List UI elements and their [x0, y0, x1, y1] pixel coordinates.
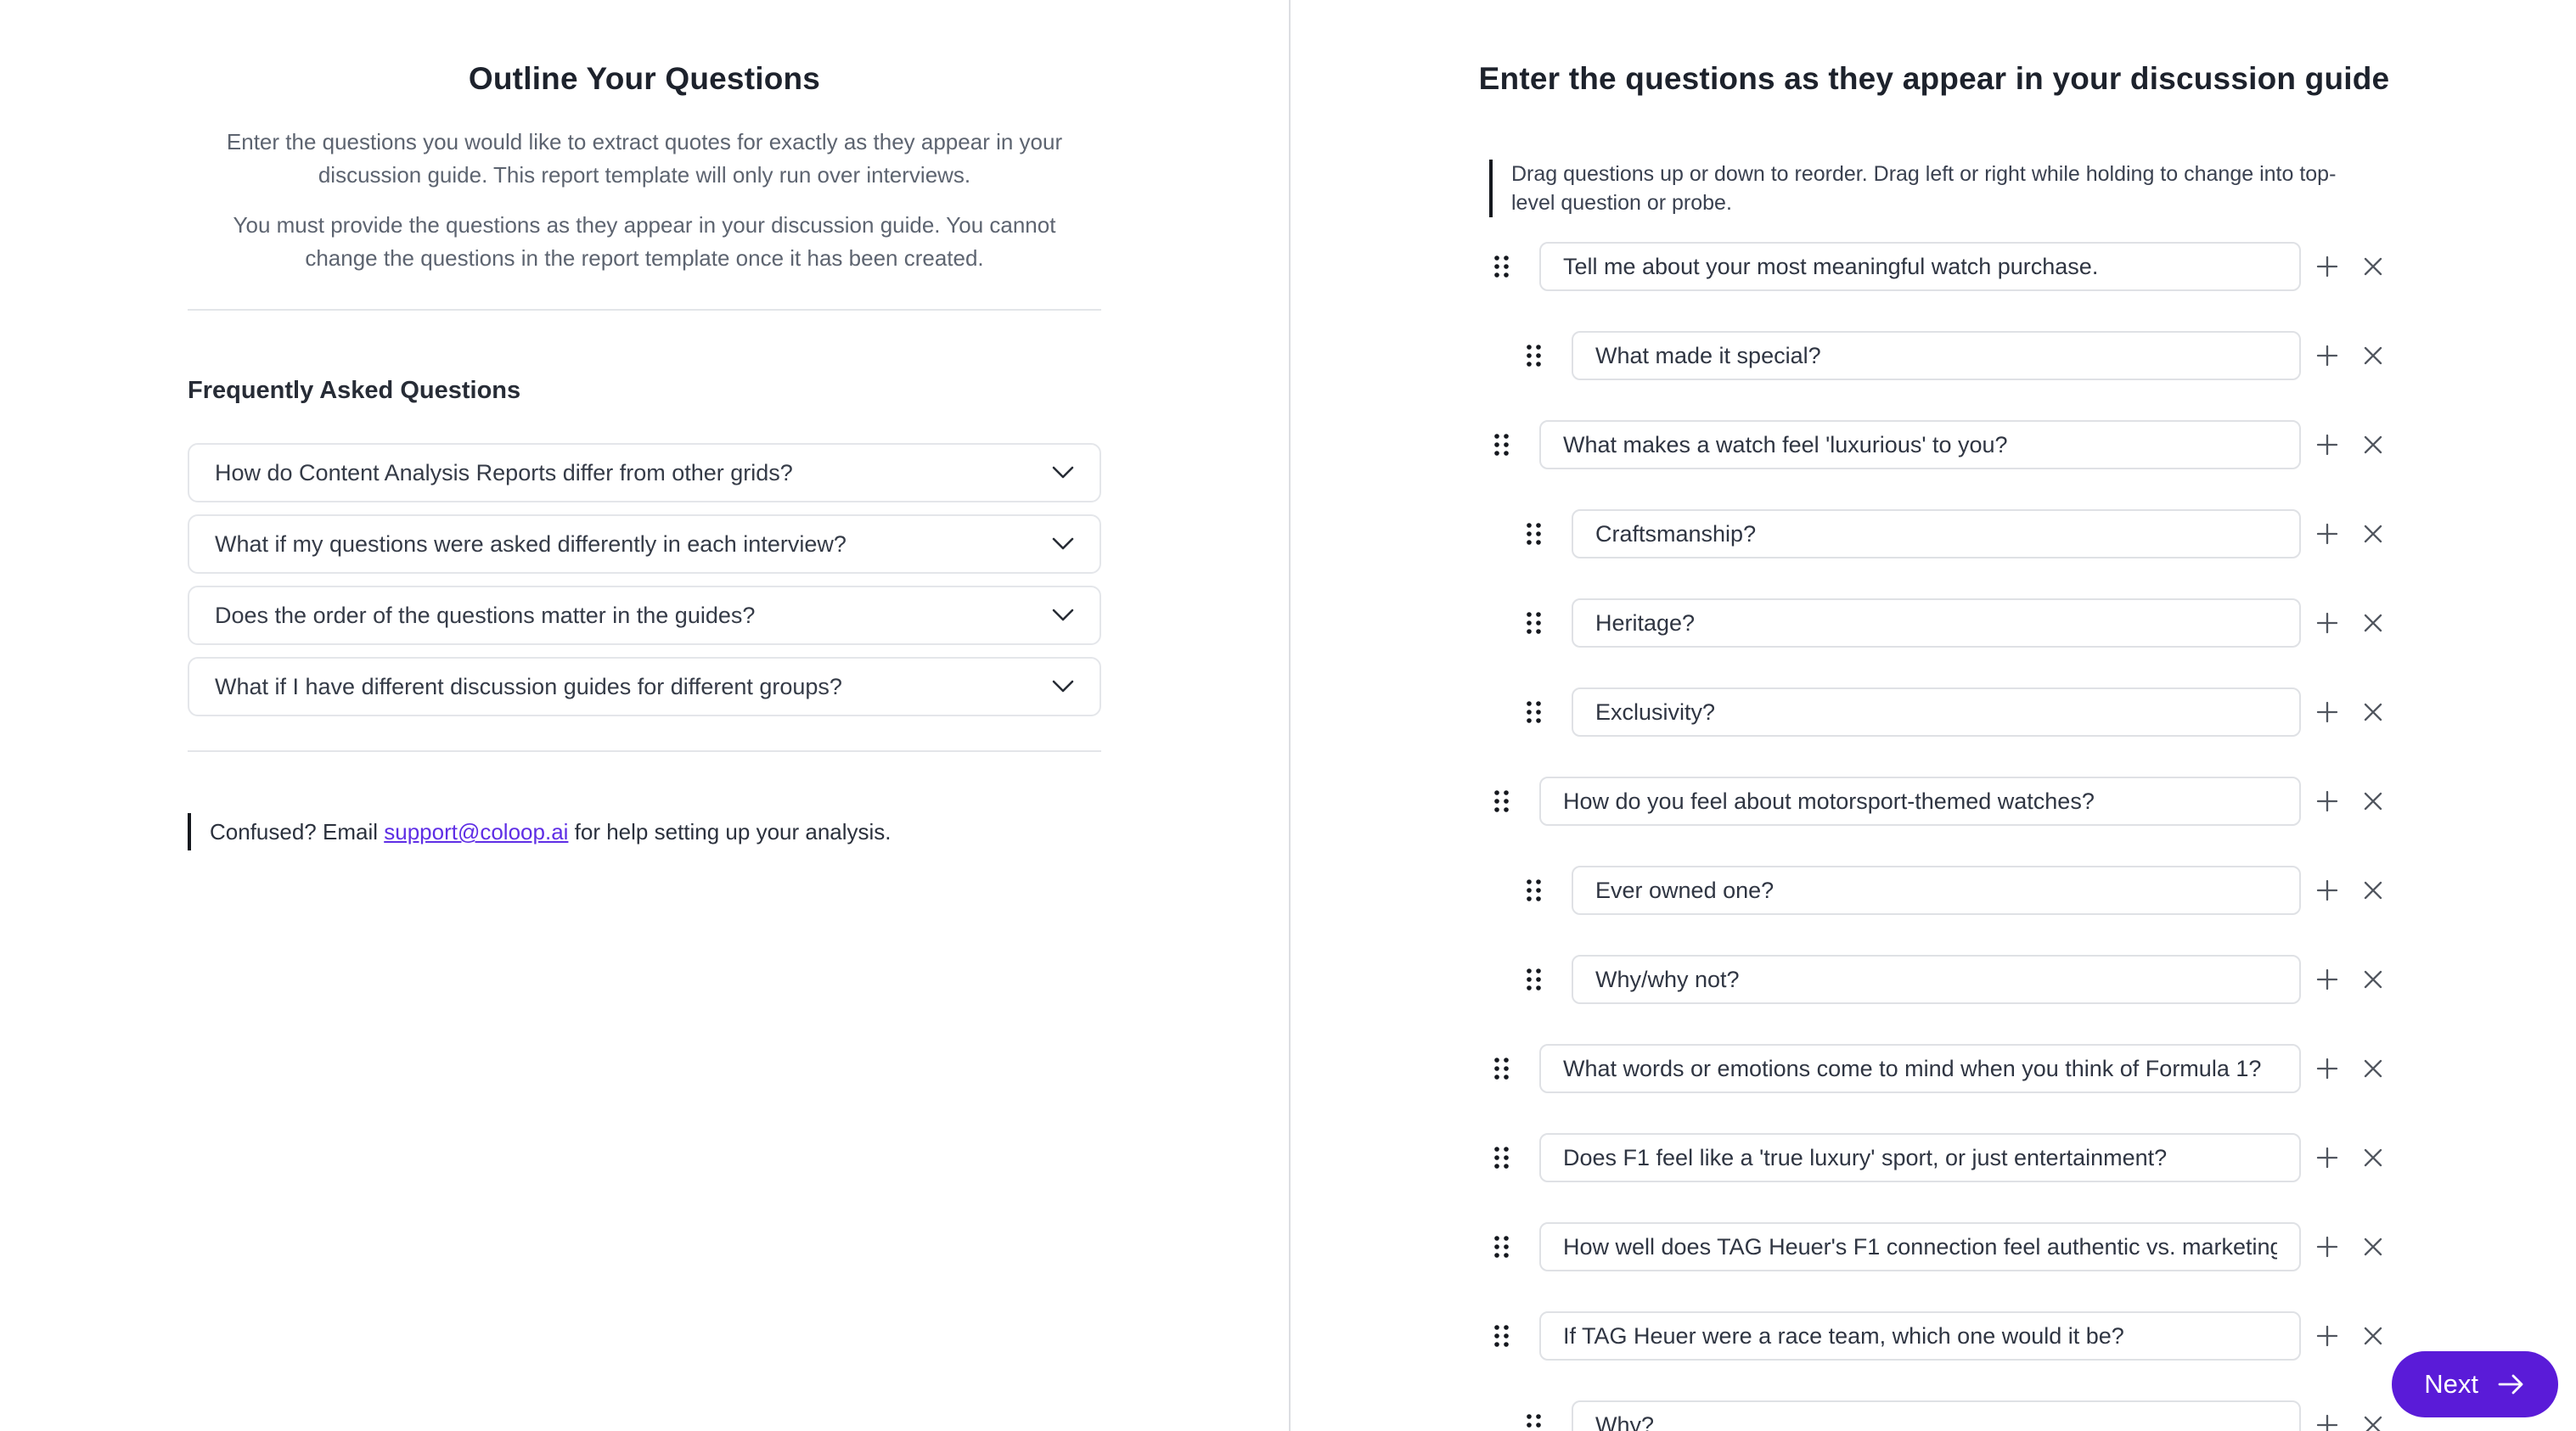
support-email-link[interactable]: support@coloop.ai	[384, 819, 569, 845]
question-input[interactable]	[1572, 331, 2301, 380]
faq-question-label: What if I have different discussion guides for different groups?	[215, 673, 842, 699]
remove-question-button[interactable]	[2356, 1052, 2390, 1086]
remove-question-button[interactable]	[2356, 1230, 2390, 1264]
faq-item-different-guides[interactable]	[188, 657, 1101, 716]
support-note-prefix: Confused? Email	[210, 819, 385, 845]
add-probe-button[interactable]	[2310, 1230, 2344, 1264]
question-row	[1292, 866, 2576, 915]
add-probe-button[interactable]	[2310, 1408, 2344, 1431]
drag-handle-icon[interactable]	[1493, 1234, 1511, 1260]
divider-top	[188, 309, 1101, 311]
question-input[interactable]	[1539, 1044, 2301, 1093]
remove-question-button[interactable]	[2356, 428, 2390, 462]
question-row	[1292, 955, 2576, 1004]
support-note-suffix: for help setting up your analysis.	[568, 819, 891, 845]
question-row	[1292, 1044, 2576, 1093]
left-panel-title: Outline Your Questions	[468, 61, 821, 96]
add-probe-button[interactable]	[2310, 873, 2344, 907]
drag-handle-icon[interactable]	[1525, 1412, 1544, 1431]
question-list	[1292, 242, 2576, 1431]
chevron-down-icon	[1052, 466, 1074, 480]
drag-handle-icon[interactable]	[1525, 610, 1544, 636]
remove-question-button[interactable]	[2356, 784, 2390, 818]
next-button[interactable]	[2392, 1351, 2558, 1417]
question-input[interactable]	[1539, 1311, 2301, 1361]
drag-handle-icon[interactable]	[1525, 343, 1544, 368]
question-row	[1292, 598, 2576, 648]
question-input[interactable]	[1572, 866, 2301, 915]
drag-handle-icon[interactable]	[1493, 432, 1511, 457]
faq-item-content-analysis[interactable]	[188, 443, 1101, 502]
remove-question-button[interactable]	[2356, 962, 2390, 996]
drag-handle-icon[interactable]	[1493, 1323, 1511, 1349]
add-probe-button[interactable]	[2310, 339, 2344, 373]
drag-handle-icon[interactable]	[1525, 878, 1544, 903]
add-probe-button[interactable]	[2310, 517, 2344, 551]
add-probe-button[interactable]	[2310, 250, 2344, 283]
drag-handle-icon[interactable]	[1493, 1056, 1511, 1081]
faq-question-label: What if my questions were asked differently in each interview?	[215, 530, 846, 557]
intro-paragraph-1: Enter the questions you would like to extract quotes for exactly as they appear in your discussion guide. This report template will only run over interviews.	[226, 129, 1063, 188]
drag-handle-icon[interactable]	[1525, 699, 1544, 725]
add-probe-button[interactable]	[2310, 606, 2344, 640]
question-row	[1292, 777, 2576, 826]
question-row	[1292, 331, 2576, 380]
remove-question-button[interactable]	[2356, 1319, 2390, 1353]
faq-question-label: How do Content Analysis Reports differ from other grids?	[215, 459, 793, 485]
intro-paragraph-2: You must provide the questions as they appear in your discussion guide. You cannot change the questions in the report template once it has been created.	[233, 212, 1056, 271]
add-probe-button[interactable]	[2310, 428, 2344, 462]
question-input[interactable]	[1572, 955, 2301, 1004]
faq-item-asked-differently[interactable]	[188, 514, 1101, 574]
remove-question-button[interactable]	[2356, 695, 2390, 729]
chevron-down-icon	[1052, 680, 1074, 693]
faq-list	[188, 443, 1101, 716]
question-input[interactable]	[1539, 420, 2301, 469]
question-row	[1292, 420, 2576, 469]
faq-heading: Frequently Asked Questions	[188, 377, 521, 404]
question-row	[1292, 1311, 2576, 1361]
faq-question-label: Does the order of the questions matter in the guides?	[215, 602, 756, 628]
left-panel-content	[188, 61, 1101, 850]
question-row	[1292, 1133, 2576, 1182]
chevron-down-icon	[1052, 537, 1074, 551]
chevron-down-icon	[1052, 609, 1074, 622]
question-input[interactable]	[1572, 1400, 2301, 1431]
remove-question-button[interactable]	[2356, 1141, 2390, 1175]
add-probe-button[interactable]	[2310, 1141, 2344, 1175]
question-input[interactable]	[1572, 687, 2301, 737]
question-input[interactable]	[1539, 242, 2301, 291]
add-probe-button[interactable]	[2310, 784, 2344, 818]
support-note	[188, 813, 1101, 850]
right-panel-title: Enter the questions as they appear in your discussion guide	[1478, 61, 2390, 96]
add-probe-button[interactable]	[2310, 695, 2344, 729]
remove-question-button[interactable]	[2356, 873, 2390, 907]
remove-question-button[interactable]	[2356, 1408, 2390, 1431]
arrow-right-icon	[2497, 1372, 2526, 1396]
add-probe-button[interactable]	[2310, 1052, 2344, 1086]
question-row	[1292, 509, 2576, 558]
question-row	[1292, 1222, 2576, 1271]
remove-question-button[interactable]	[2356, 517, 2390, 551]
question-input[interactable]	[1572, 598, 2301, 648]
remove-question-button[interactable]	[2356, 250, 2390, 283]
next-button-label: Next	[2424, 1369, 2478, 1399]
add-probe-button[interactable]	[2310, 962, 2344, 996]
drag-handle-icon[interactable]	[1493, 254, 1511, 279]
drag-handle-icon[interactable]	[1493, 788, 1511, 814]
divider-bottom	[188, 750, 1101, 752]
remove-question-button[interactable]	[2356, 339, 2390, 373]
drag-handle-icon[interactable]	[1525, 967, 1544, 992]
drag-handle-icon[interactable]	[1493, 1145, 1511, 1170]
drag-handle-icon[interactable]	[1525, 521, 1544, 547]
question-input[interactable]	[1539, 777, 2301, 826]
drag-instruction-note: Drag questions up or down to reorder. Drag left or right while holding to change into top-level question or probe.	[1489, 160, 2364, 217]
add-probe-button[interactable]	[2310, 1319, 2344, 1353]
question-row	[1292, 1400, 2576, 1431]
remove-question-button[interactable]	[2356, 606, 2390, 640]
right-panel	[1292, 0, 2576, 1431]
question-row	[1292, 242, 2576, 291]
faq-item-question-order[interactable]	[188, 586, 1101, 645]
question-input[interactable]	[1539, 1222, 2301, 1271]
question-input[interactable]	[1572, 509, 2301, 558]
question-input[interactable]	[1539, 1133, 2301, 1182]
question-row	[1292, 687, 2576, 737]
